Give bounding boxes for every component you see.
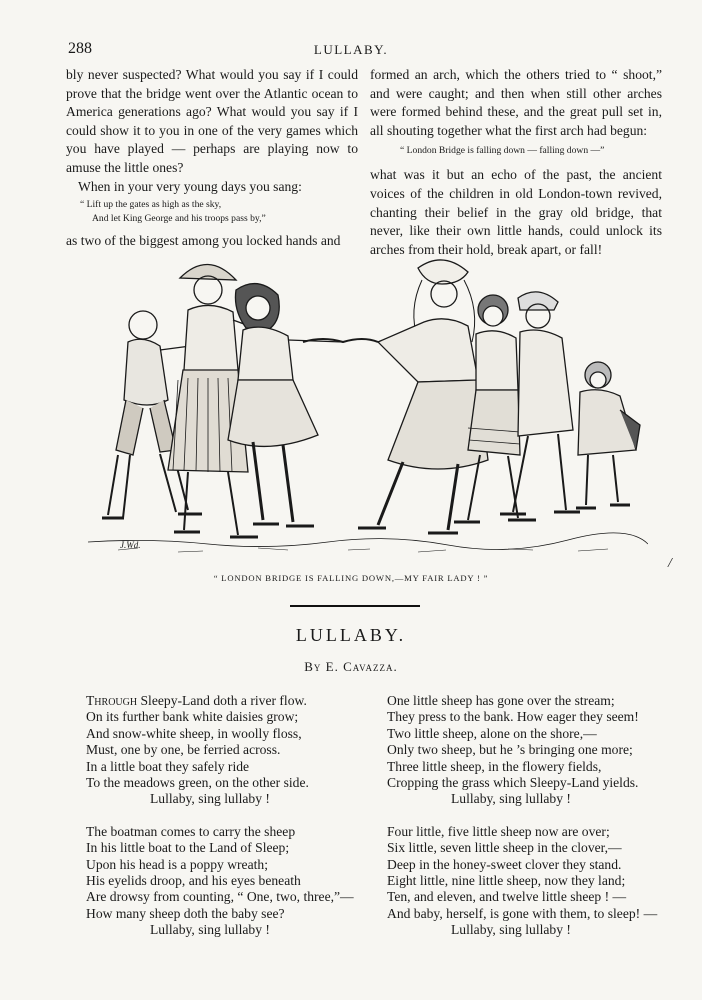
poem-column-right [387, 693, 657, 955]
article-paragraph: as two of the biggest among you locked hands and [66, 233, 341, 249]
poem-line: In a little boat they safely ride [86, 758, 250, 774]
quote-line: And let King George and his troops pass by,” [92, 213, 266, 225]
poem-line: How many sheep doth the baby see? [86, 905, 285, 921]
poem-title: LULLABY. [295, 625, 407, 645]
margin-mark: / [668, 556, 672, 571]
poem-line: They press to the bank. How eager they seem! [387, 709, 639, 725]
article-paragraph: bly never suspected? What would you say if I could prove that the bridge went over the Atlantic ocean to America generations ago? What would you say if I could show it to you in one of the very games which you have played — perhaps are playing now to amuse the little ones? [66, 67, 358, 175]
poem-refrain: Lullaby, sing lullaby ! [451, 922, 571, 938]
poem-refrain: Lullaby, sing lullaby ! [451, 791, 571, 807]
drop-word: Through [86, 693, 138, 708]
section-divider [290, 605, 420, 607]
poem-line: Four little, five little sheep now are over; [387, 823, 610, 839]
poem-refrain: Lullaby, sing lullaby ! [150, 922, 270, 938]
poem-column-left [86, 693, 354, 955]
article-column-right [370, 66, 662, 259]
poem-line: To the meadows green, on the other side. [86, 775, 309, 791]
poem-line: The boatman comes to carry the sheep [86, 823, 296, 839]
running-title: LULLABY. [313, 42, 389, 57]
poem-line: Three little sheep, in the flowery fields, [387, 758, 602, 774]
verse-quote [400, 144, 662, 158]
poem-stanza [86, 693, 354, 808]
poem-line: Must, one by one, be ferried across. [86, 742, 281, 758]
article-paragraph: formed an arch, which the others tried to “ shoot,” and were caught; and then when still other arches were formed behind these, and the great pull set in, all shouting together what the first arch had begun: [370, 67, 662, 138]
verse-quote [80, 198, 358, 226]
poem-line: One little sheep has gone over the stream; [387, 693, 615, 708]
poem-line: On its further bank white daisies grow; [86, 709, 299, 725]
poem-stanza [86, 824, 354, 939]
poem-line: Through Sleepy-Land doth a river flow. [86, 693, 307, 708]
illustration-caption: “ LONDON BRIDGE IS FALLING DOWN,—MY FAIR LADY ! ” [213, 573, 489, 583]
poem-line: Deep in the honey-sweet clover they stand. [387, 856, 622, 872]
poem-byline: By E. Cavazza. [304, 659, 398, 674]
poem-stanza [387, 693, 657, 808]
poem-line: Only two sheep, but he ’s bringing one more; [387, 742, 633, 758]
poem-line: Eight little, nine little sheep, now they land; [387, 873, 626, 889]
poem-line: Two little sheep, alone on the shore,— [387, 725, 597, 741]
article-column-left [66, 66, 358, 251]
artist-signature: J.Wd. [120, 540, 141, 550]
poem-line: Are drowsy from counting, “ One, two, three,”— [86, 889, 354, 905]
poem-line: Cropping the grass which Sleepy-Land yields. [387, 775, 639, 791]
figure-child [576, 362, 640, 508]
poem-refrain: Lullaby, sing lullaby ! [150, 791, 270, 807]
quote-line: “ Lift up the gates as high as the sky, [80, 199, 222, 211]
quote-line: “ London Bridge is falling down — falling down —” [400, 145, 605, 157]
figure-child [228, 284, 343, 526]
children-playing-illustration [88, 250, 648, 570]
article-paragraph: what was it but an echo of the past, the ancient voices of the children in old London-town revived, chanting their belief in the gray old bridge, that never, like their own little hands, could unlock its arches from their hold, break apart, or fall! [370, 167, 662, 257]
article-paragraph: When in your very young days you sang: [78, 178, 302, 194]
figure-child [358, 260, 488, 533]
poem-line: Six little, seven little sheep in the clover,— [387, 840, 622, 856]
poem-stanza [387, 824, 657, 939]
poem-line: And snow-white sheep, in woolly floss, [86, 725, 302, 741]
poem-line: In his little boat to the Land of Sleep; [86, 840, 290, 856]
poem-line: Upon his head is a poppy wreath; [86, 856, 268, 872]
page-number: 288 [68, 40, 92, 57]
poem-line: His eyelids droop, and his eyes beneath [86, 873, 301, 889]
poem-line: And baby, herself, is gone with them, to sleep! — [387, 905, 658, 921]
poem-line: Ten, and eleven, and twelve little sheep ! — [387, 889, 627, 905]
